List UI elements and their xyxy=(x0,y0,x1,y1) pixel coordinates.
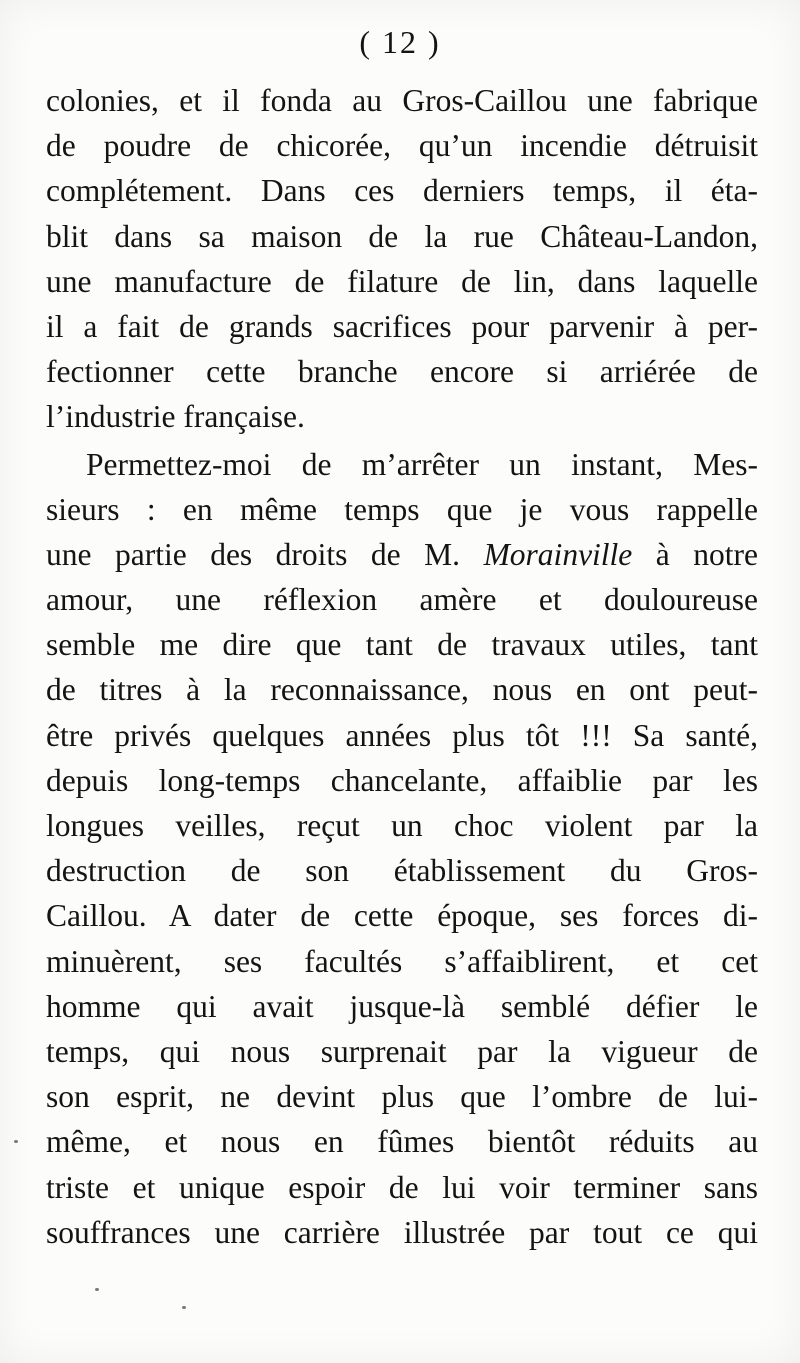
text-line: blit dans sa maison de la rue Château-Landon, xyxy=(46,218,758,254)
text-line: une manufacture de filature de lin, dans laquelle xyxy=(46,263,758,299)
text-line: de titres à la reconnaissance, nous en ont peut- xyxy=(46,672,758,708)
text-line xyxy=(46,532,758,577)
text-line: minuèrent, ses facultés s’affaiblirent, et cet xyxy=(46,943,758,979)
text-line: semble me dire que tant de travaux utiles, tant xyxy=(46,627,758,663)
text-line: il a fait de grands sacrifices pour parvenir à per- xyxy=(46,308,758,344)
text-segment: à notre xyxy=(632,536,758,572)
text-line: fectionner cette branche encore si arriérée de xyxy=(46,354,758,390)
paper-speck xyxy=(182,1306,186,1309)
text-line: longues veilles, reçut un choc violent par la xyxy=(46,808,758,843)
text-line: Caillou. A dater de cette époque, ses forces di- xyxy=(46,898,758,934)
text-line: triste et unique espoir de lui voir terminer sans xyxy=(46,1169,758,1205)
text-line: colonies, et il fonda au Gros-Caillou une fabrique xyxy=(46,83,758,118)
paragraph-start-line: Permettez-moi de m’arrêter un instant, Mes- xyxy=(86,446,758,482)
italic-name-morainville: Morainville xyxy=(483,536,633,572)
text-line: temps, qui nous surprenait par la vigueur de xyxy=(46,1033,758,1069)
text-line: depuis long-temps chancelante, affaiblie par les xyxy=(46,762,758,798)
page-number: ( 12 ) xyxy=(359,24,441,60)
paper-speck xyxy=(95,1288,99,1291)
text-line: même, et nous en fûmes bientôt réduits au xyxy=(46,1124,758,1160)
text-line: destruction de son établissement du Gros- xyxy=(46,853,758,889)
text-line: l’industrie française. xyxy=(46,399,305,435)
paper-speck xyxy=(14,1140,18,1143)
text-line: son esprit, ne devint plus que l’ombre de lui- xyxy=(46,1079,758,1115)
text-line: complétement. Dans ces derniers temps, il éta- xyxy=(46,173,758,209)
text-line: de poudre de chicorée, qu’un incendie détruisit xyxy=(46,128,758,164)
text-line: amour, une réflexion amère et douloureuse xyxy=(46,582,758,618)
text-line: homme qui avait jusque-là semblé défier le xyxy=(46,988,758,1024)
text-segment: une partie des droits de M. xyxy=(46,536,484,572)
body-text xyxy=(46,78,758,1255)
text-line: être privés quelques années plus tôt !!! Sa santé, xyxy=(46,717,758,753)
text-line: sieurs : en même temps que je vous rappelle xyxy=(46,491,758,527)
text-line: souffrances une carrière illustrée par tout ce qui xyxy=(46,1214,758,1250)
